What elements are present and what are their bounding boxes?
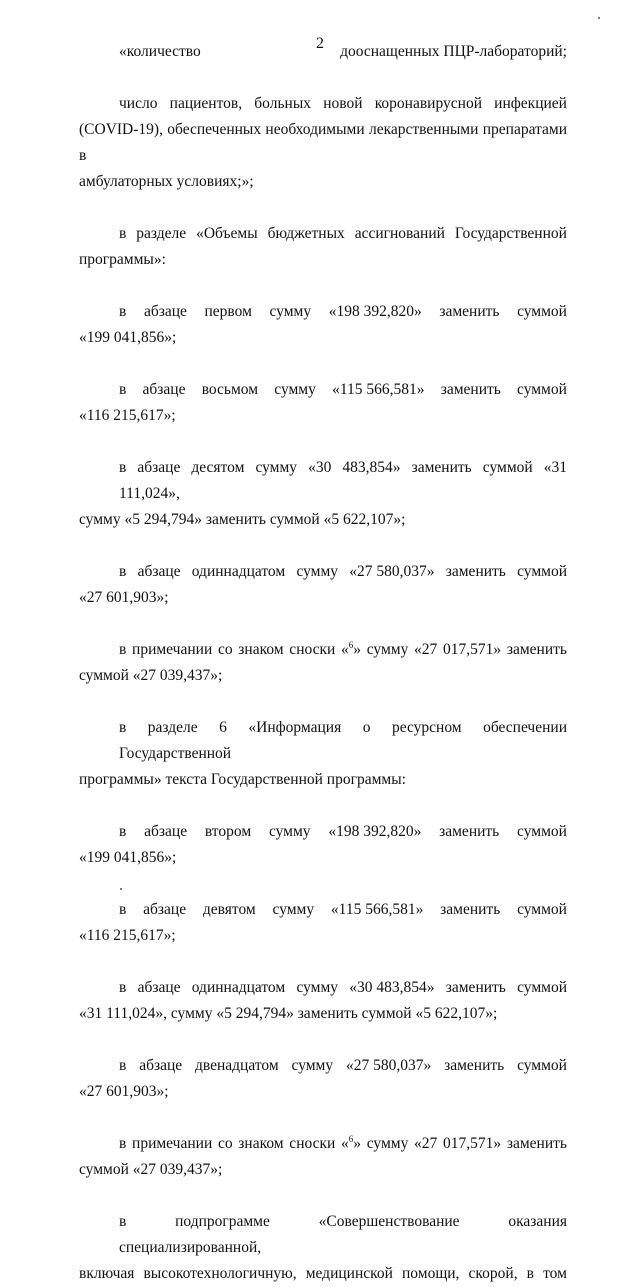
word: в <box>119 979 127 996</box>
text-line <box>79 819 567 845</box>
word: сумму <box>291 1057 334 1074</box>
word: первом <box>204 303 252 320</box>
text-line: «116 215,617»; <box>79 407 176 424</box>
word: бюджетных <box>267 225 345 242</box>
text-line: суммой «27 039,437»; <box>79 667 223 684</box>
text-line <box>79 221 567 247</box>
word: число <box>119 95 158 112</box>
word: втором <box>204 823 252 840</box>
word: суммой <box>517 303 567 320</box>
text-fragment: в примечании со знаком сноски « <box>119 1135 349 1152</box>
word: абзаце <box>142 381 186 398</box>
scan-speck <box>120 888 122 890</box>
word: Государственной <box>454 225 567 242</box>
word: в <box>119 381 127 398</box>
word: инфекцией <box>494 95 567 112</box>
text-line: программы»: <box>79 251 166 268</box>
text-line <box>79 637 567 663</box>
word: «27 580,037» <box>345 1057 432 1074</box>
word: суммой <box>517 823 567 840</box>
word: заменить <box>445 563 506 580</box>
word: коронавирусной <box>374 95 482 112</box>
document-body <box>79 39 567 1287</box>
word: высокотехнологичную, <box>143 1265 297 1282</box>
word: абзаце <box>137 563 181 580</box>
text-line <box>79 39 567 65</box>
word: «Объемы <box>196 225 258 242</box>
word: разделе <box>136 225 187 242</box>
text-line: «27 601,903»; <box>79 1083 169 1100</box>
word: «115 566,581» <box>330 901 424 918</box>
word: в <box>526 1265 534 1282</box>
word: сумму <box>268 823 311 840</box>
word: скорой, <box>468 1265 518 1282</box>
word: заменить <box>439 823 500 840</box>
text-line: в подпрограмме «Совершенствование оказания специализированной, <box>119 1213 567 1256</box>
word: девятом <box>202 901 256 918</box>
text-line: сумму «5 294,794» заменить суммой «5 622,107»; <box>79 511 406 528</box>
word: новой <box>323 95 363 112</box>
text-line <box>79 377 567 403</box>
word: сумму <box>272 901 315 918</box>
word: ассигнований <box>354 225 445 242</box>
text-line <box>79 1053 567 1079</box>
word: суммой <box>517 1057 567 1074</box>
text-line <box>79 1261 567 1287</box>
text-line: программы» текста Государственной программы: <box>79 771 406 788</box>
word: абзаце <box>144 823 188 840</box>
word: дооснащенных ПЦР-лабораторий; <box>340 43 567 60</box>
word: абзаце <box>143 901 187 918</box>
footnote-mark: 6 <box>348 640 354 650</box>
text-line: суммой «27 039,437»; <box>79 1161 223 1178</box>
word: абзаце <box>137 979 181 996</box>
text-fragment: в примечании со знаком сноски « <box>119 641 349 658</box>
word: сумму <box>269 303 312 320</box>
word: суммой <box>517 381 567 398</box>
word: в <box>119 303 127 320</box>
word: сумму <box>296 979 339 996</box>
word: «198 392,820» <box>328 303 422 320</box>
word: в <box>119 225 127 242</box>
word: в <box>119 563 127 580</box>
word: заменить <box>445 979 506 996</box>
word: медицинской <box>305 1265 393 1282</box>
word: «количество <box>119 43 201 60</box>
text-line: «116 215,617»; <box>79 927 176 944</box>
word: одиннадцатом <box>191 979 286 996</box>
word: «115 566,581» <box>332 381 425 398</box>
word: «30 483,854» <box>349 979 435 996</box>
word: сумму <box>274 381 316 398</box>
word: суммой <box>517 979 567 996</box>
word: двенадцатом <box>195 1057 279 1074</box>
text-line: в разделе 6 «Информация о ресурсном обеспечении Государственной <box>119 719 567 762</box>
word: «198 392,820» <box>328 823 422 840</box>
word: суммой <box>517 563 567 580</box>
text-line: «199 041,856»; <box>79 329 177 346</box>
page-number: 2 <box>316 35 324 52</box>
word: в <box>119 823 127 840</box>
word: абзаце <box>139 1057 183 1074</box>
text-fragment: » сумму «27 017,571» заменить <box>353 1135 567 1152</box>
text-line <box>79 975 567 1001</box>
word: заменить <box>444 1057 505 1074</box>
word: пациентов, <box>169 95 243 112</box>
text-line: (COVID-19), обеспеченных необходимыми лекарственными препаратами в <box>79 121 567 164</box>
scan-speck <box>598 17 600 19</box>
word: восьмом <box>201 381 259 398</box>
text-line: «199 041,856»; <box>79 849 177 866</box>
text-line: «31 111,024», сумму «5 294,794» заменить суммой «5 622,107»; <box>79 1005 498 1022</box>
text-line <box>79 299 567 325</box>
word: в <box>119 1057 127 1074</box>
footnote-mark: 6 <box>348 1134 354 1144</box>
word: в <box>119 901 127 918</box>
text-line: амбулаторных условиях;»; <box>79 173 254 190</box>
word: сумму <box>296 563 339 580</box>
text-line: «27 601,903»; <box>79 589 169 606</box>
word: суммой <box>517 901 567 918</box>
text-line <box>79 1131 567 1157</box>
text-line <box>79 897 567 923</box>
word: «27 580,037» <box>349 563 435 580</box>
word: том <box>543 1265 567 1282</box>
word: включая <box>79 1265 135 1282</box>
word: заменить <box>440 901 501 918</box>
text-fragment: » сумму «27 017,571» заменить <box>353 641 567 658</box>
word: больных <box>254 95 311 112</box>
text-line <box>79 91 567 117</box>
word: абзаце <box>143 303 187 320</box>
word: заменить <box>439 303 500 320</box>
text-line: в абзаце десятом сумму «30 483,854» заменить суммой «31 111,024», <box>119 459 567 502</box>
word: заменить <box>440 381 501 398</box>
word: одиннадцатом <box>191 563 286 580</box>
text-line <box>79 559 567 585</box>
word: помощи, <box>402 1265 460 1282</box>
